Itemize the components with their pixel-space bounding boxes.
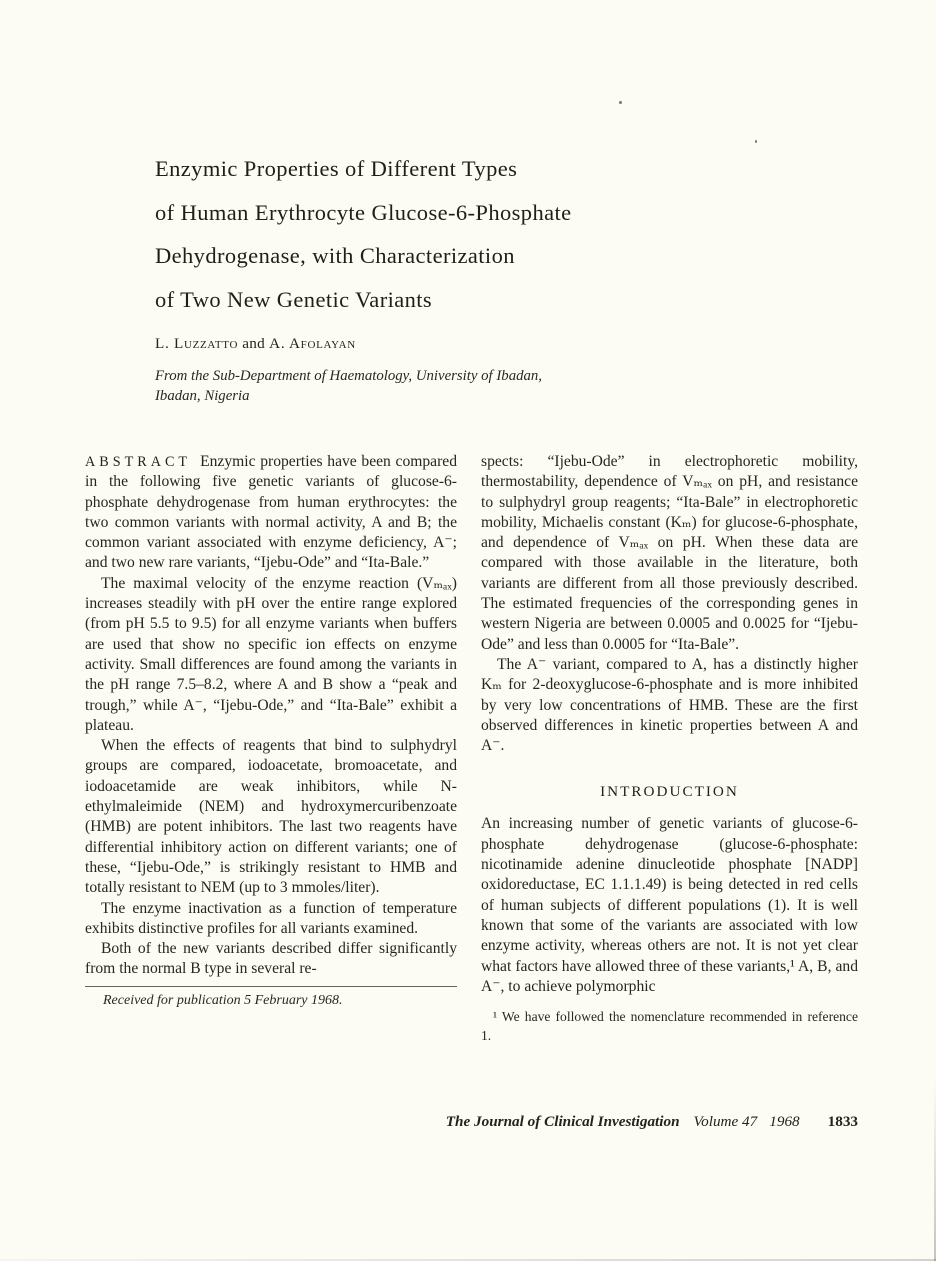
article-body [85,452,858,1045]
abstract-first-paragraph [85,452,457,574]
abstract-left-item: When the effects of reagents that bind to sulphydryl groups are compared, iodoacetate, bromoacetate, and iodoacetamide are weak inhibitors, while N-ethylmaleimide (NEM) and hydroxymercuribenzoate (HMB) are potent inhibitors. The last two reagents have differential inhibitory action on different variants; one of these, “Ijebu-Ode,” is strikingly resistant to HMB and totally resistant to NEM (up to 3 mmoles/liter). [85,737,457,897]
scan-speck [619,101,622,104]
authors-connector: and [238,335,270,352]
affiliation-item: Ibadan, Nigeria [155,388,250,404]
received-footnote: Received for publication 5 February 1968. [103,992,343,1008]
abstract-right-item: spects: “Ijebu-Ode” in electrophoretic mobility, thermostability, dependence of Vₘₐₓ on pH, and resistance to sulphydryl group reagents; “Ita-Bale” in electrophoretic mobility, Michaelis constant (Kₘ) for glucose-6-phosphate, and dependence of Vₘₐₓ on pH. When these data are compared with those available in the literature, both variants are different from all those previously described. The estimated frequencies of the corresponding genes in western Nigeria are between 0.0005 and 0.0025 for “Ijebu-Ode” and less than 0.0005 for “Ita-Bale”. [481,453,858,653]
article-header [155,147,815,406]
abstract-right [481,452,858,756]
abstract-label: ABSTRACT [85,454,192,470]
received-footnote-block [85,986,457,1010]
article-title-item: of Human Erythrocyte Glucose-6-Phosphate [155,199,572,225]
page-number: 1833 [827,1113,858,1130]
article-title-item: Dehydrogenase, with Characterization [155,243,515,268]
page-footer [85,1113,858,1131]
article-title [155,147,815,321]
abstract-left-item: The maximal velocity of the enzyme reaction (Vₘₐₓ) increases steadily with pH over the entire range explored (from pH 5.5 to 9.5) for all enzyme variants when buffers are used that show no specific ion effects on enzyme activity. Small differences are found among the variants in the pH range 7.5–8.2, where A and B show a “peak and trough,” while A⁻, “Ijebu-Ode,” and “Ita-Bale” exhibit a plateau. [85,574,457,734]
author-name: L. Luzzatto [155,335,239,352]
abstract-right-item: The A⁻ variant, compared to A, has a distinctly higher Kₘ for 2-deoxyglucose-6-phosphate and is more inhibited by very low concentrations of HMB. These are the first observed differences in kinetic properties between A and A⁻. [481,655,858,755]
introduction-heading: INTRODUCTION [600,783,739,801]
publication-year: 1968 [769,1113,800,1130]
abstract-left [85,452,457,980]
abstract-left-item: Both of the new variants described differ significantly from the normal B type in several re- [85,940,457,978]
nomenclature-footnote: ¹ We have followed the nomenclature recommended in reference 1. [481,1009,858,1043]
scan-speck [755,140,757,143]
article-title-item: Enzymic Properties of Different Types [155,156,518,181]
introduction-body [481,814,858,997]
abstract-first-text: Enzymic properties have been compared in the following five genetic variants of glucose-6-phosphate dehydrogenase from human erythrocytes: the two common variants with normal activity, A and B; the common variant associated with enzyme deficiency, A⁻; and two new rare variants, “Ijebu-Ode” and “Ita-Bale.” [85,453,457,572]
journal-name: The Journal of Clinical Investigation [445,1113,680,1130]
article-title-item: of Two New Genetic Variants [155,286,433,312]
affiliation [155,366,815,406]
authors-line [155,335,815,353]
right-column [481,452,858,1045]
affiliation-item: From the Sub-Department of Haematology, University of Ibadan, [155,368,542,384]
author-name: A. Afolayan [269,335,356,352]
left-column [85,452,457,1045]
volume-number: Volume 47 [693,1113,758,1130]
introduction-body-item: An increasing number of genetic variants of glucose-6-phosphate dehydrogenase (glucose-6-phosphate: nicotinamide adenine dinucleotide phosphate [NADP] oxidoreductase, EC 1.1.1.49) is being detected in red cells of human subjects of different populations (1). It is well known that some of the variants are associated with low enzyme activity, whereas others are not. It is not yet clear what factors have allowed three of these variants,¹ A, B, and A⁻, to achieve polymorphic [481,815,858,995]
abstract-left-item: The enzyme inactivation as a function of temperature exhibits distinctive profiles for all variants examined. [85,899,457,937]
